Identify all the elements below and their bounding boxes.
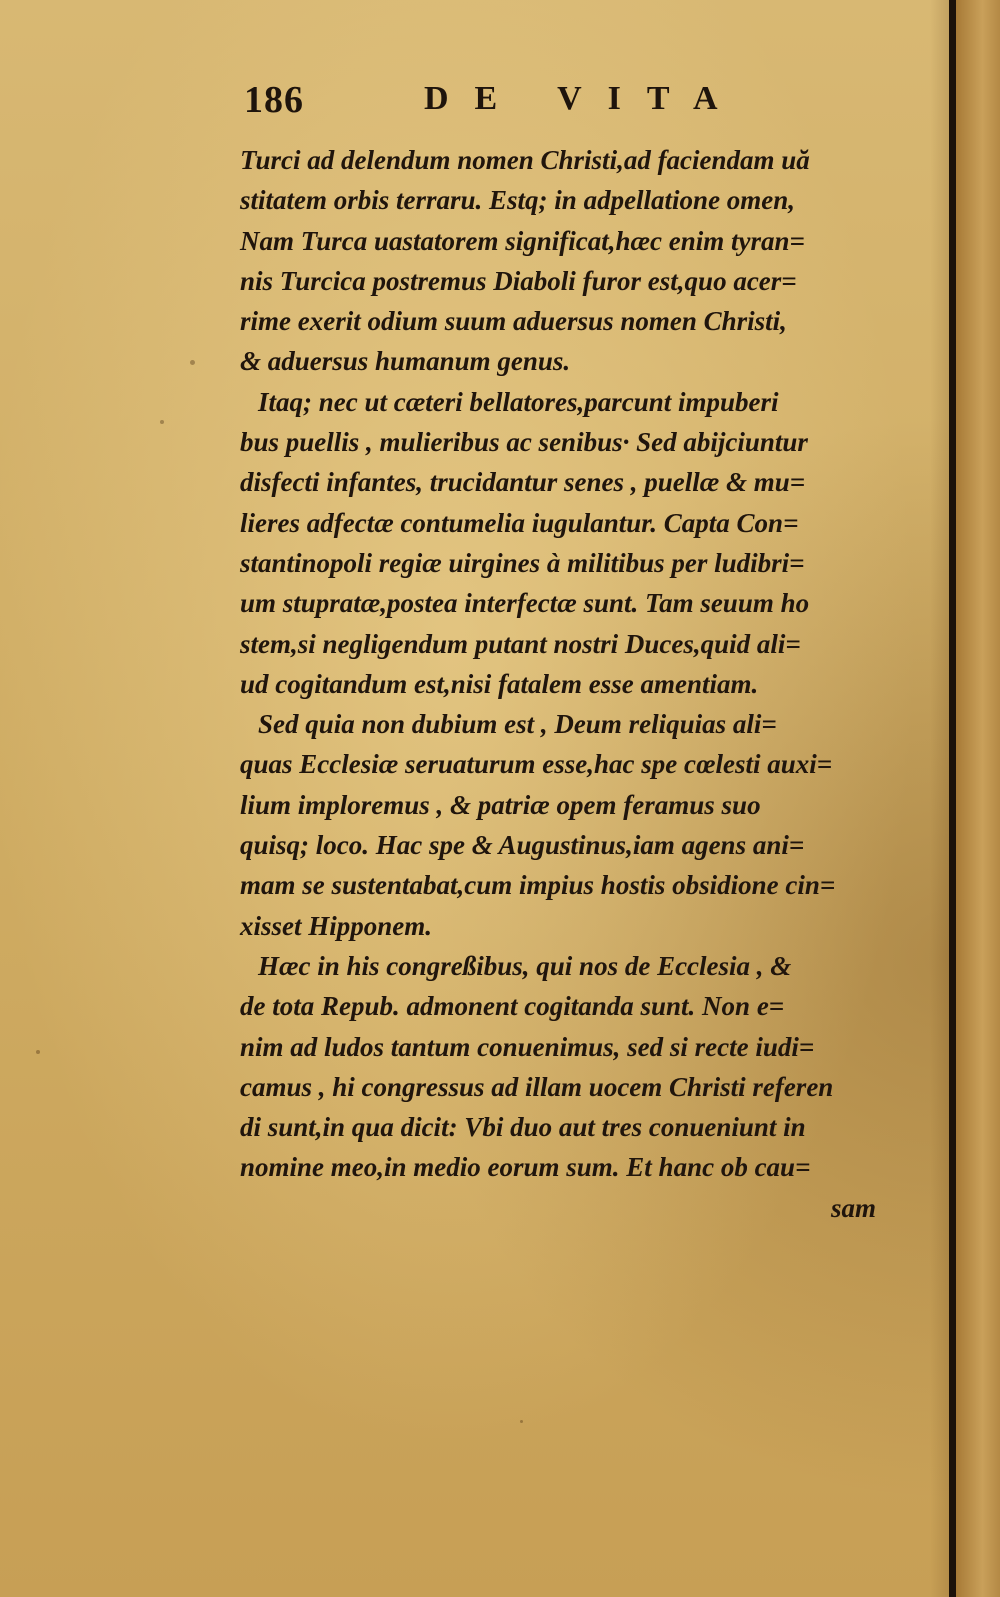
text-line: de tota Repub. admonent cogitanda sunt. Non e= [240,991,785,1022]
text-line: & aduersus humanum genus. [240,346,571,377]
text-line: nim ad ludos tantum conuenimus, sed si recte iudi= [240,1031,815,1062]
text-line: rime exerit odium suum aduersus nomen Christi, [240,306,787,337]
text-line: Itaq; nec ut cæteri bellatores,parcunt impuberi [258,386,779,417]
text-line: nis Turcica postremus Diaboli furor est,quo acer= [240,265,797,296]
text-line: um stupratæ,postea interfectæ sunt. Tam seuum ho [240,588,810,619]
foxing-speck [520,1420,523,1423]
text-line: xisset Hipponem. [240,910,433,941]
foxing-speck [190,360,195,365]
text-line: stitatem orbis terraru. Estq; in adpellatione omen, [240,185,796,216]
binding-edge [949,0,956,1597]
text-line: ud cogitandum est,nisi fatalem esse amentiam. [240,668,759,699]
text-line: di sunt,in qua dicit: Vbi duo aut tres conueniunt in [240,1112,806,1143]
text-line: Nam Turca uastatorem significat,hæc enim tyran= [240,225,805,256]
foxing-speck [160,420,164,424]
text-line: Sed quia non dubium est , Deum reliquias ali= [258,709,777,740]
text-line: mam se sustentabat,cum impius hostis obsidione cin= [240,870,836,901]
foxing-speck [36,1050,40,1054]
text-line: Hæc in his congreßibus, qui nos de Ecclesia , & [258,950,792,981]
text-line: quas Ecclesiæ seruaturum esse,hac spe cœlesti auxi= [240,749,833,780]
text-line: camus , hi congressus ad illam uocem Christi referen [240,1071,834,1102]
text-line: nomine meo,in medio eorum sum. Et hanc ob cau= [240,1152,811,1183]
text-line: stem,si negligendum putant nostri Duces,quid ali= [240,628,801,659]
catchword: sam [830,1192,876,1223]
text-line: stantinopoli regiæ uirgines à militibus per ludibri= [240,547,805,578]
page-number: 186 [244,79,304,121]
text-line: lieres adfectæ contumelia iugulantur. Capta Con= [240,507,799,538]
text-line: bus puellis , mulieribus ac senibus· Sed abijciuntur [240,427,808,458]
text-line: Turci ad delendum nomen Christi,ad faciendam uă [240,145,810,175]
text-line: lium imploremus , & patriæ opem feramus suo [240,789,761,820]
running-head: DE VITA [424,80,744,117]
text-line: disfecti infantes, trucidantur senes , puellæ & mu= [240,467,806,498]
adjacent-page-strip [956,0,1000,1597]
text-line: quisq; loco. Hac spe & Augustinus,iam agens ani= [240,830,805,861]
body-text [240,140,890,1228]
page-header [244,78,754,134]
